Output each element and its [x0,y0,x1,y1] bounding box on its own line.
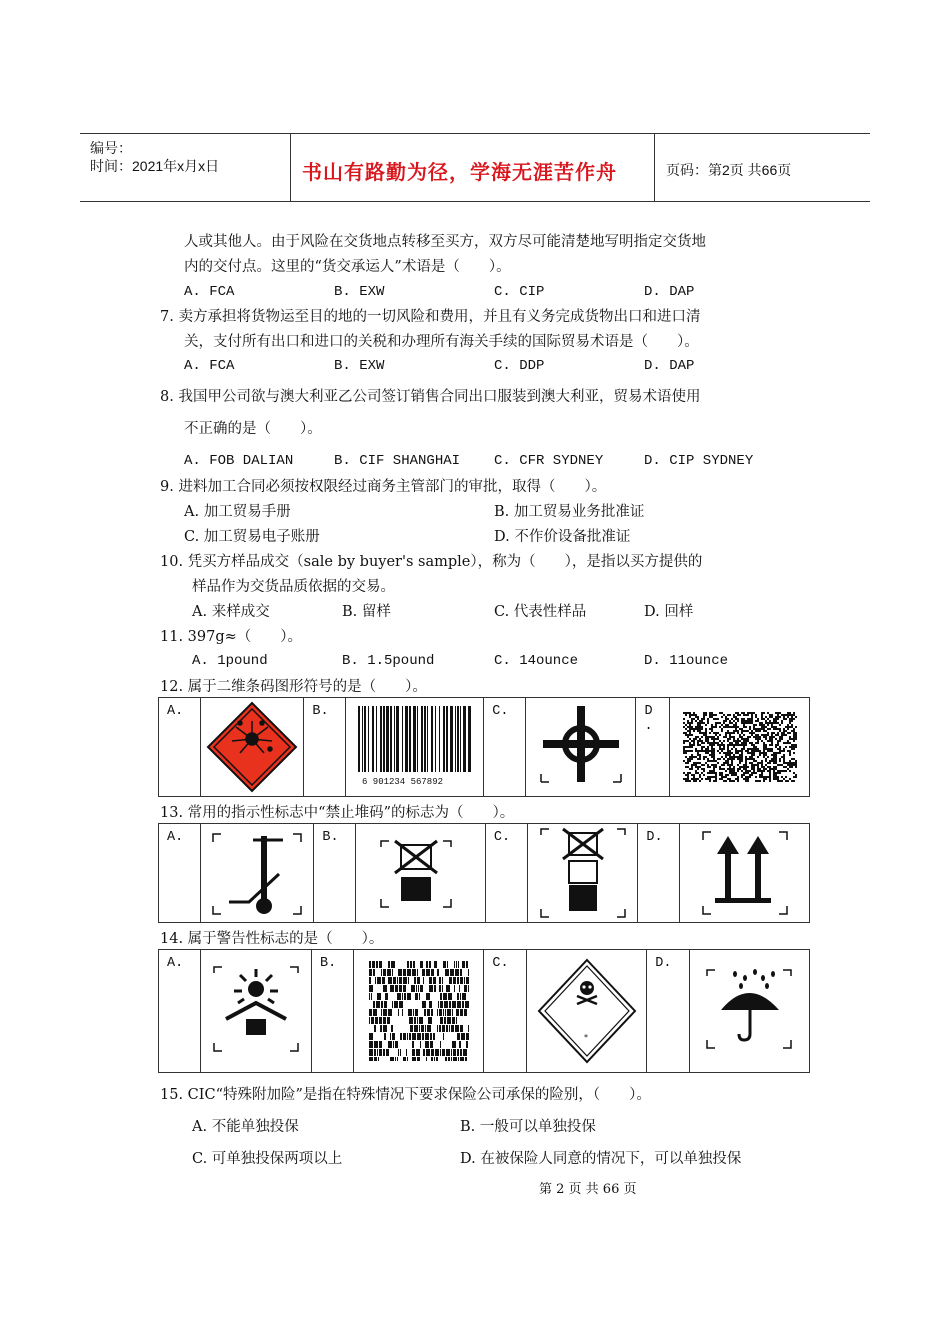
q7-text-line1: 7. 卖方承担将货物运至目的地的一切风险和费用，并且有义务完成货物出口和进口清 [160,309,701,325]
q6-option-b: B. EXW [334,284,385,300]
q9-text: 9. 进料加工合同必须按权限经过商务主管部门的审批，取得（ ）。 [160,479,607,495]
header-motto: 书山有路勤为径，学海无涯苦作舟 [302,160,617,184]
q9-option-b: B. 加工贸易业务批准证 [494,504,645,520]
q13-label-b: B. [322,830,339,845]
q13-label-c: C. [493,830,511,845]
page-header [80,133,870,202]
q10-option-d: D. 回样 [644,604,694,620]
no-stacking-icon [356,824,484,922]
q15-option-b: B. 一般可以单独投保 [460,1119,596,1135]
barcode-1d-icon [346,698,483,796]
q13-label-d: D. [646,830,663,845]
q14-label-a: A. [167,956,184,971]
q14-text: 14. 属于警告性标志的是（ ）。 [160,931,384,947]
page-footer: 第 2 页 共 66 页 [539,1182,637,1197]
explosive-diamond-icon [201,698,304,796]
page-info: 页码：第2页 共66页 [666,162,792,178]
barcode-2d-icon [670,698,809,796]
q11-option-c: C. 14ounce [494,653,579,669]
q7-option-d: D. DAP [644,358,695,374]
q12-label-d: D . [644,704,653,734]
stacking-limit-icon [528,824,637,922]
q15-option-a: A. 不能单独投保 [192,1119,299,1135]
time-label: 时间：2021年x月x日 [90,158,220,174]
q15-option-c: C. 可单独投保两项以上 [192,1151,343,1167]
q12-label-c: C. [492,704,509,719]
keep-dry-umbrella-icon [690,950,809,1072]
q7-text-line2: 关，支付所有出口和进口的关税和办理所有海关手续的国际贸易术语是（ ）。 [184,334,699,350]
q12-label-a: A. [167,704,184,719]
q14-symbol-table [158,949,810,1073]
q13-symbol-table [158,823,810,923]
q9-option-d: D. 不作价设备批准证 [494,529,631,545]
q6-text-line1: 人或其他人。由于风险在交货地点转移至买方，双方尽可能清楚地写明指定交货地 [184,234,706,250]
q12-label-b: B. [312,704,329,719]
q7-option-c: C. DDP [494,358,545,374]
toxic-diamond-icon [527,950,646,1072]
q7-option-a: A. FCA [184,358,235,374]
q15-option-d: D. 在被保险人同意的情况下，可以单独投保 [460,1151,742,1167]
q10-text-line1: 10. 凭买方样品成交（sale by buyer's sample），称为（ ），是指以买方提供的 [160,554,703,570]
q14-label-d: D. [655,956,672,971]
q9-option-a: A. 加工贸易手册 [184,504,291,520]
this-way-up-icon [680,824,809,922]
svg-text:*: * [583,1033,588,1042]
header-divider [654,134,655,201]
q12-symbol-table [158,697,810,797]
q7-option-b: B. EXW [334,358,385,374]
q8-option-b: B. CIF SHANGHAI [334,453,461,469]
keep-from-heat-icon [201,950,311,1072]
q8-option-c: C. CFR SYDNEY [494,453,604,469]
q8-option-d: D. CIP SYDNEY [644,453,754,469]
q14-label-b: B. [320,956,337,971]
q13-label-a: A. [167,830,184,845]
header-divider [290,134,291,201]
registration-mark-icon [526,698,635,796]
q15-text: 15. CIC“特殊附加险”是指在特殊情况下要求保险公司承保的险别，（ ）。 [160,1087,651,1103]
q11-option-a: A. 1pound [192,653,268,669]
q11-text: 11. 397g≈（ ）。 [160,629,303,645]
temperature-limit-icon [201,824,313,922]
q14-label-c: C. [492,956,509,971]
q6-option-c: C. CIP [494,284,545,300]
q12-text: 12. 属于二维条码图形符号的是（ ）。 [160,679,427,695]
q10-option-c: C. 代表性样品 [494,604,587,620]
barcode-pattern-icon [354,950,483,1072]
q10-text-line2: 样品作为交货品质依据的交易。 [192,579,395,595]
q6-text-line2: 内的交付点。这里的“货交承运人”术语是（ ）。 [184,259,511,275]
q10-option-b: B. 留样 [342,604,391,620]
q9-option-c: C. 加工贸易电子账册 [184,529,320,545]
q13-text: 13. 常用的指示性标志中“禁止堆码”的标志为（ ）。 [160,805,515,821]
q6-option-d: D. DAP [644,284,695,300]
q8-text-line2: 不正确的是（ ）。 [184,421,322,437]
q11-option-b: B. 1.5pound [342,653,435,669]
serial-label: 编号： [90,140,132,156]
q11-option-d: D. 11ounce [644,653,729,669]
q8-text-line1: 8. 我国甲公司欲与澳大利亚乙公司签订销售合同出口服装到澳大利亚，贸易术语使用 [160,389,701,405]
q8-option-a: A. FOB DALIAN [184,453,294,469]
barcode-digits: 6 901234 567892 [361,777,443,787]
q6-option-a: A. FCA [184,284,235,300]
q10-option-a: A. 来样成交 [192,604,270,620]
